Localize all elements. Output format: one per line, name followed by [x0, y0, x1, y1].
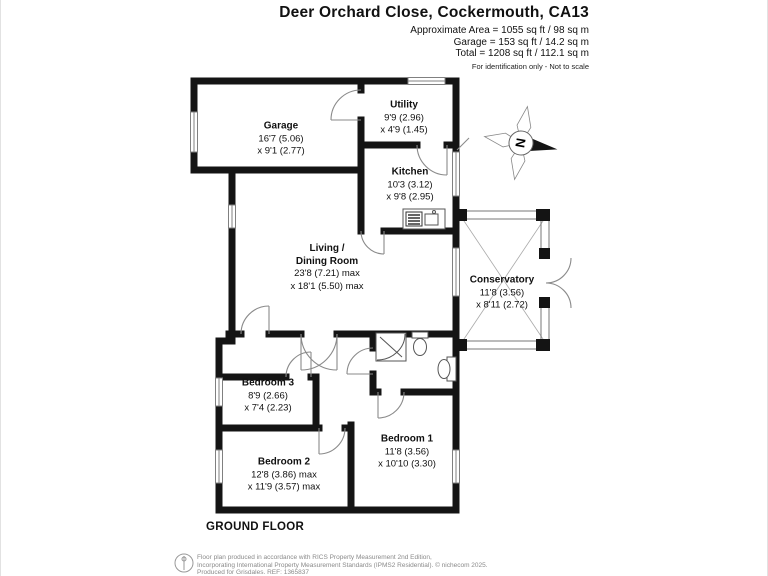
shower — [376, 333, 406, 361]
window-utility-top — [408, 78, 445, 85]
floorplan-drawing — [1, 0, 768, 576]
door-bedroom1 — [378, 392, 404, 418]
total-area: Total = 1208 sq ft / 112.1 sq m — [455, 48, 589, 59]
door-garage — [331, 90, 361, 120]
floor-title: GROUND FLOOR — [206, 521, 305, 533]
kitchen-sink-unit — [403, 209, 445, 229]
window-bedroom3-left — [216, 378, 223, 406]
window-living-right — [453, 248, 460, 296]
room-label-kitchen: Kitchen 10'3 (3.12) x 9'8 (2.95) — [386, 166, 434, 203]
door-bathroom — [347, 348, 373, 374]
footer-line1: Floor plan produced in accordance with RICS Property Measurement 2nd Edition, — [197, 554, 432, 561]
window-garage — [191, 112, 198, 152]
door-bedroom2 — [319, 428, 345, 454]
toilet — [412, 332, 428, 356]
room-label-garage: Garage 16'7 (5.06) x 9'1 (2.77) — [257, 120, 305, 157]
door-living-left — [241, 306, 269, 334]
footer-line2: Incorporating International Property Measurement Standards (IPMS2 Residential). © nichecom 2025. — [197, 561, 488, 569]
footer-disclaimer — [197, 554, 488, 576]
window-bedroom1-right — [453, 450, 460, 483]
room-label-bedroom2: Bedroom 2 12'8 (3.86) max x 11'9 (3.57) max — [247, 456, 321, 493]
page-title: Deer Orchard Close, Cockermouth, CA13 — [279, 4, 589, 21]
window-living-left — [229, 205, 236, 228]
nichecom-logo — [175, 554, 193, 572]
compass-icon — [478, 100, 564, 186]
room-label-utility: Utility 9'9 (2.96) x 4'9 (1.45) — [380, 99, 428, 136]
disclaimer: For identification only - Not to scale — [471, 61, 589, 71]
window-kitchen-right — [453, 152, 460, 196]
compass-north-label: N — [512, 136, 529, 149]
room-label-bedroom3: Bedroom 3 8'9 (2.66) x 7'4 (2.23) — [241, 377, 295, 414]
room-label-bedroom1: Bedroom 1 11'8 (3.56) x 10'10 (3.30) — [378, 433, 436, 470]
room-label-living-dining: Living / Dining Room 23'8 (7.21) max x 18'1 (5.50) max — [290, 243, 364, 292]
wash-basin — [438, 357, 456, 381]
door-bedroom3 — [286, 352, 311, 377]
garage-area: Garage = 153 sq ft / 14.2 sq m — [453, 36, 589, 48]
fixtures — [376, 209, 456, 381]
footer-line3: Produced for Grisdales. REF: 1365837 — [197, 569, 310, 576]
room-label-conservatory: Conservatory 11'8 (3.56) x 8'11 (2.72) — [469, 274, 535, 311]
window-bedroom2-left — [216, 450, 223, 483]
approximate-area: Approximate Area = 1055 sq ft / 98 sq m — [410, 25, 589, 36]
